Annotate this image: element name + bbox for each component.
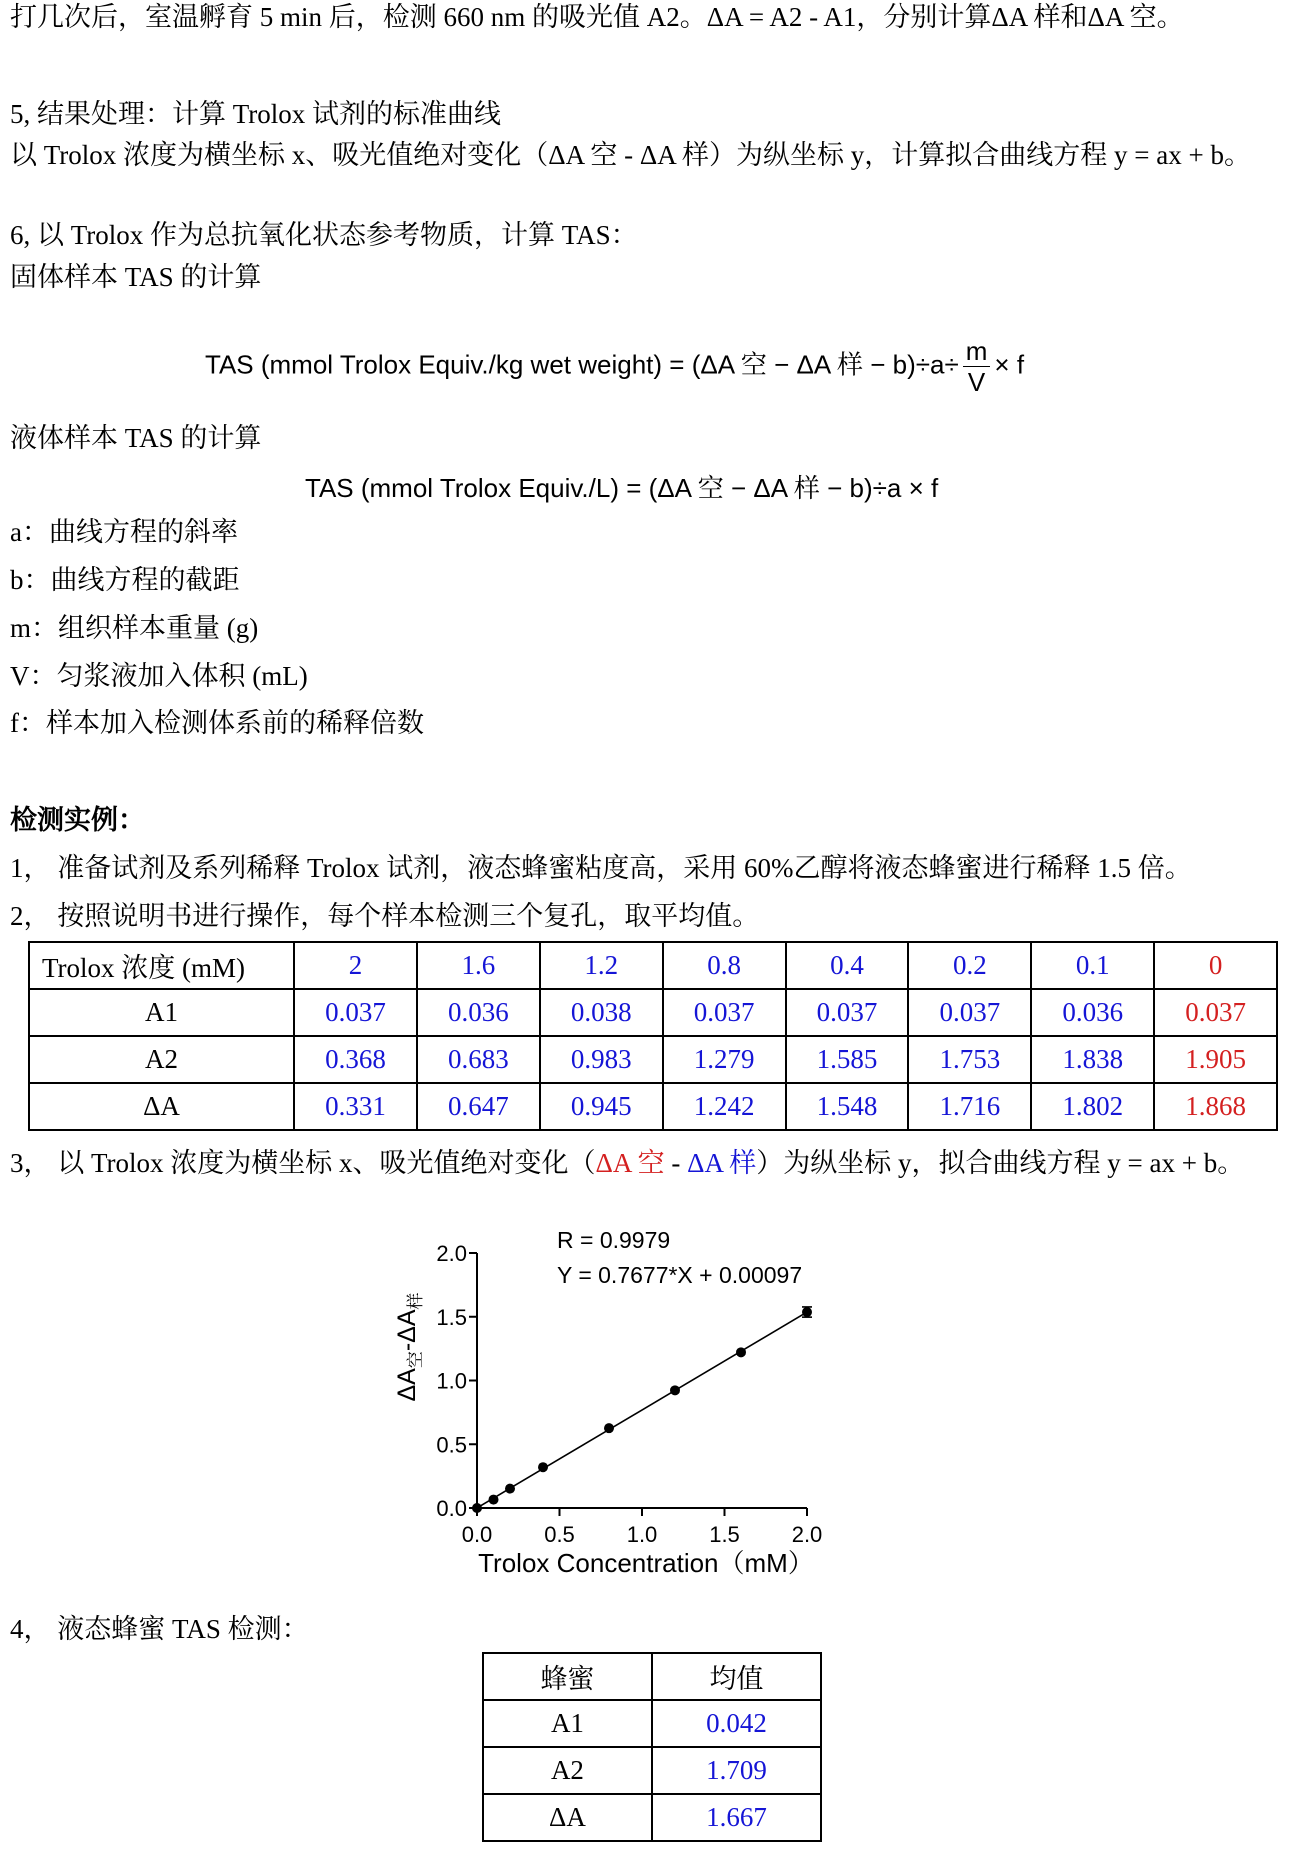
header-concentration-cell: 0.2 [908, 942, 1031, 989]
row-label: A1 [483, 1700, 652, 1747]
paragraph-standard-curve: 以 Trolox 浓度为横坐标 x、吸光值绝对变化（ΔA 空 - ΔA 样）为纵坐标 y，计算拟合曲线方程 y = ax + b。 [10, 140, 1251, 170]
example-step-3 [10, 1146, 1244, 1180]
definition-a: a：曲线方程的斜率 [10, 517, 238, 547]
table-cell: 1.802 [1031, 1083, 1154, 1130]
paragraph-step4-tail: 打几次后，室温孵育 5 min 后，检测 660 nm 的吸光值 A2。ΔA = A2 - A1，分别计算ΔA 样和ΔA 空。 [10, 2, 1184, 32]
mean-value-cell: 1.667 [652, 1794, 821, 1841]
header-concentration-cell: 0.4 [786, 942, 909, 989]
table-cell: 0.368 [294, 1036, 417, 1083]
step3-blank-term: ΔA 空 [595, 1148, 665, 1178]
example-step-4: 4， 液态蜂蜜 TAS 检测： [10, 1614, 309, 1644]
table-cell: 1.279 [663, 1036, 786, 1083]
table-cell: 1.753 [908, 1036, 1031, 1083]
y-tick-label: 1.5 [436, 1304, 467, 1330]
table-row [29, 1036, 1277, 1083]
table-cell: 0.037 [663, 989, 786, 1036]
honey-tas-table [482, 1652, 822, 1842]
definition-m: m：组织样本重量 (g) [10, 613, 259, 643]
table-row [29, 989, 1277, 1036]
table-cell: 0.683 [417, 1036, 540, 1083]
table-header-row [483, 1653, 821, 1700]
data-point [538, 1462, 548, 1472]
y-axis-label-dash: -ΔA [393, 1309, 421, 1352]
step3-text-start: 3， 以 Trolox 浓度为横坐标 x、吸光值绝对变化（ [10, 1148, 596, 1178]
heading-result-processing: 5, 结果处理：计算 Trolox 试剂的标准曲线 [10, 99, 502, 129]
fraction-m-over-v [963, 336, 991, 397]
header-concentration-cell: 1.6 [417, 942, 540, 989]
x-tick-label: 0.5 [544, 1522, 575, 1547]
standard-curve-table [28, 941, 1278, 1131]
table-cell: 0.037 [1154, 989, 1277, 1036]
definition-v: V：匀浆液加入体积 (mL) [10, 661, 308, 691]
data-point [604, 1423, 614, 1433]
table-header-row [29, 942, 1277, 989]
y-tick-label: 2.0 [436, 1241, 467, 1266]
example-step-1: 1， 准备试剂及系列稀释 Trolox 试剂，液态蜂蜜粘度高，采用 60%乙醇将液态蜂蜜进行稀释 1.5 倍。 [10, 853, 1192, 883]
x-tick-label: 1.5 [709, 1522, 740, 1547]
data-point [472, 1503, 482, 1513]
header-cell: 均值 [652, 1653, 821, 1700]
annotation-fit-equation: Y = 0.7677*X + 0.00097 [557, 1262, 803, 1288]
table-cell: 0.983 [540, 1036, 663, 1083]
data-point [489, 1495, 499, 1505]
x-tick-label: 0.0 [461, 1522, 493, 1547]
formula-solid-lhs: TAS (mmol Trolox Equiv./kg wet weight) = (ΔA 空 − ΔA 样 − b)÷a÷ [205, 349, 959, 380]
table-cell: 0.037 [786, 989, 909, 1036]
table-cell: 0.037 [294, 989, 417, 1036]
row-label: A2 [483, 1747, 652, 1794]
table-row [483, 1747, 821, 1794]
mean-value-cell: 0.042 [652, 1700, 821, 1747]
data-point [736, 1347, 746, 1357]
header-concentration-cell: 0 [1154, 942, 1277, 989]
label-solid-sample: 固体样本 TAS 的计算 [10, 262, 262, 292]
svg-text:ΔA空-ΔA样 [393, 1292, 425, 1401]
fit-line [477, 1312, 807, 1508]
x-tick-label: 1.0 [626, 1522, 658, 1547]
definition-f: f：样本加入检测体系前的稀释倍数 [10, 708, 424, 738]
standard-curve-chart [380, 1205, 900, 1585]
header-concentration-cell: 0.8 [663, 942, 786, 989]
y-axis-label-main: ΔA [393, 1368, 421, 1402]
definition-b: b：曲线方程的截距 [10, 565, 240, 595]
y-axis-label-sub1: 空 [406, 1351, 425, 1369]
heading-tas-calculation: 6, 以 Trolox 作为总抗氧化状态参考物质，计算 TAS： [10, 220, 638, 250]
row-label: ΔA [483, 1794, 652, 1841]
table-cell: 0.037 [908, 989, 1031, 1036]
table-cell: 1.548 [786, 1083, 909, 1130]
row-label: ΔA [29, 1083, 294, 1130]
formula-solid-tas [205, 336, 1024, 397]
data-point [505, 1484, 515, 1494]
table-cell: 1.868 [1154, 1083, 1277, 1130]
y-axis-label-sub2: 样 [406, 1292, 425, 1310]
heading-example: 检测实例： [10, 805, 145, 835]
table-cell: 1.905 [1154, 1036, 1277, 1083]
formula-liquid-tas: TAS (mmol Trolox Equiv./L) = (ΔA 空 − ΔA 样 − b)÷a × f [305, 473, 939, 503]
table-row [483, 1794, 821, 1841]
table-cell: 0.036 [1031, 989, 1154, 1036]
table-cell: 0.331 [294, 1083, 417, 1130]
formula-solid-rhs: × f [994, 349, 1025, 380]
label-liquid-sample: 液体样本 TAS 的计算 [10, 423, 262, 453]
header-concentration-label: Trolox 浓度 (mM) [29, 942, 294, 989]
x-tick-label: 2.0 [791, 1522, 823, 1547]
data-point [670, 1385, 680, 1395]
row-label: A1 [29, 989, 294, 1036]
table-cell: 0.038 [540, 989, 663, 1036]
header-concentration-cell: 2 [294, 942, 417, 989]
table-cell: 1.838 [1031, 1036, 1154, 1083]
table-cell: 1.242 [663, 1083, 786, 1130]
fraction-numerator: m [963, 336, 991, 367]
table-cell: 0.945 [540, 1083, 663, 1130]
y-axis-label [393, 1292, 425, 1401]
table-cell: 0.647 [417, 1083, 540, 1130]
step3-text-end: ）为纵坐标 y，拟合曲线方程 y = ax + b。 [756, 1148, 1245, 1178]
x-axis-label: Trolox Concentration（mM） [478, 1548, 814, 1578]
annotation-r-value: R = 0.9979 [557, 1227, 671, 1253]
y-tick-label: 1.0 [436, 1368, 467, 1394]
step3-minus: - [664, 1148, 688, 1178]
data-point [802, 1307, 812, 1317]
mean-value-cell: 1.709 [652, 1747, 821, 1794]
table-cell: 1.585 [786, 1036, 909, 1083]
header-concentration-cell: 1.2 [540, 942, 663, 989]
row-label: A2 [29, 1036, 294, 1083]
table-cell: 1.716 [908, 1083, 1031, 1130]
table-row [483, 1700, 821, 1747]
step3-sample-term: ΔA 样 [687, 1148, 757, 1178]
header-concentration-cell: 0.1 [1031, 942, 1154, 989]
example-step-2: 2， 按照说明书进行操作，每个样本检测三个复孔，取平均值。 [10, 901, 760, 931]
y-tick-label: 0.0 [436, 1496, 467, 1521]
table-row [29, 1083, 1277, 1130]
header-cell: 蜂蜜 [483, 1653, 652, 1700]
fraction-denominator: V [967, 367, 986, 397]
y-tick-label: 0.5 [436, 1432, 467, 1458]
table-cell: 0.036 [417, 989, 540, 1036]
